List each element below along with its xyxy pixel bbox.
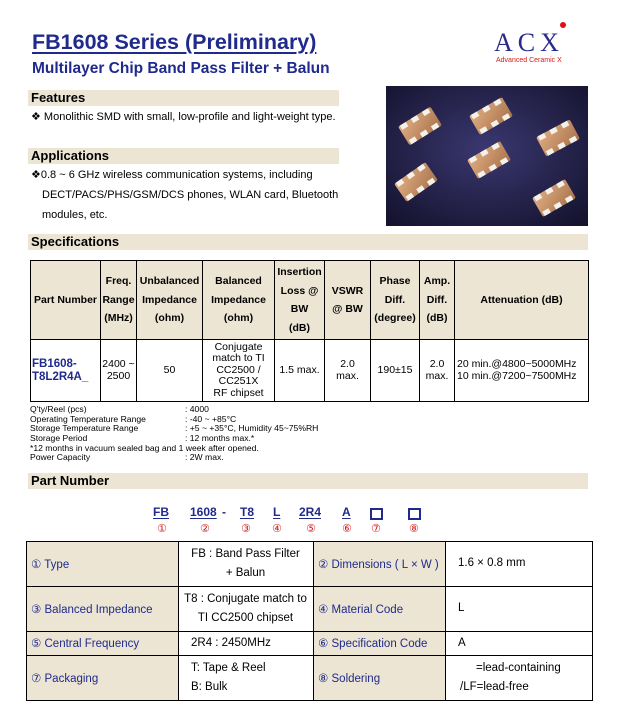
part-row-3 bbox=[27, 631, 593, 655]
chip-photo-illustration bbox=[386, 86, 588, 226]
marker-6: ⑥ bbox=[342, 523, 352, 535]
logo-red-dot bbox=[560, 22, 566, 28]
code-1608: 1608 bbox=[190, 505, 217, 519]
spec-cell-unbalanced-impedance: 50 bbox=[137, 340, 203, 402]
code-l: L bbox=[273, 505, 281, 519]
spec-header-insertion-loss: Insertion Loss @ BW (dB) bbox=[275, 261, 325, 340]
spec-header-attenuation: Attenuation (dB) bbox=[455, 261, 589, 340]
applications-line-2: DECT/PACS/PHS/GSM/DCS phones, WLAN card, Bluetooth bbox=[42, 189, 339, 201]
part-number-section-header bbox=[28, 473, 588, 489]
code-dash: - bbox=[222, 505, 226, 519]
part-number-table bbox=[26, 541, 592, 701]
features-heading: Features bbox=[31, 90, 86, 105]
spec-cell-freq-range: 2400 ~ 2500 bbox=[101, 340, 137, 402]
spec-header-balanced-impedance: Balanced Impedance (ohm) bbox=[203, 261, 275, 340]
spec-header-unbalanced-impedance: Unbalanced Impedance (ohm) bbox=[137, 261, 203, 340]
label-specification-code: ⑥ Specification Code bbox=[314, 631, 446, 655]
value-balanced-impedance: T8 : Conjugate match to TI CC2500 chipset bbox=[179, 586, 314, 631]
value-dimensions: 1.6 × 0.8 mm bbox=[446, 542, 593, 587]
logo-tagline: Advanced Ceramic X bbox=[496, 57, 562, 64]
spec-header-vswr: VSWR @ BW bbox=[325, 261, 371, 340]
value-specification-code: A bbox=[446, 631, 593, 655]
label-central-frequency: ⑤ Central Frequency bbox=[27, 631, 179, 655]
part-row-1 bbox=[27, 542, 593, 587]
marker-4: ④ bbox=[272, 523, 282, 535]
value-soldering: =lead-containing /LF=lead-free bbox=[446, 656, 593, 701]
label-dimensions: ② Dimensions ( L × W ) bbox=[314, 542, 446, 587]
part-number-heading: Part Number bbox=[31, 473, 110, 488]
label-balanced-impedance: ③ Balanced Impedance bbox=[27, 586, 179, 631]
spec-header-row bbox=[31, 261, 589, 340]
page-subtitle: Multilayer Chip Band Pass Filter + Balun bbox=[32, 60, 330, 77]
applications-line-3: modules, etc. bbox=[42, 209, 108, 221]
marker-2: ② bbox=[200, 523, 210, 535]
specifications-table bbox=[30, 260, 588, 402]
page-title: FB1608 Series (Preliminary) bbox=[32, 30, 317, 54]
label-packaging: ⑦ Packaging bbox=[27, 656, 179, 701]
acx-logo bbox=[494, 26, 578, 70]
spec-cell-vswr: 2.0 max. bbox=[325, 340, 371, 402]
value-packaging: T: Tape & Reel B: Bulk bbox=[179, 656, 314, 701]
value-central-frequency: 2R4 : 2450MHz bbox=[179, 631, 314, 655]
marker-7: ⑦ bbox=[371, 523, 381, 535]
marker-8: ⑧ bbox=[409, 523, 419, 535]
marker-5: ⑤ bbox=[306, 523, 316, 535]
code-box-8 bbox=[408, 508, 421, 520]
spec-cell-amp-diff: 2.0 max. bbox=[420, 340, 455, 402]
spec-cell-part-number: FB1608- T8L2R4A_ bbox=[31, 340, 101, 402]
specifications-heading: Specifications bbox=[31, 234, 120, 249]
spec-header-phase-diff: Phase Diff. (degree) bbox=[371, 261, 420, 340]
code-2r4: 2R4 bbox=[299, 505, 322, 519]
applications-line-1: ❖0.8 ~ 6 GHz wireless communication systems, including bbox=[31, 169, 313, 181]
part-row-2 bbox=[27, 586, 593, 631]
specifications-section-header bbox=[28, 234, 588, 250]
spec-cell-insertion-loss: 1.5 max. bbox=[275, 340, 325, 402]
value-material-code: L bbox=[446, 586, 593, 631]
spec-header-freq-range: Freq. Range (MHz) bbox=[101, 261, 137, 340]
applications-heading: Applications bbox=[31, 148, 110, 163]
applications-section-header bbox=[28, 148, 339, 164]
spec-header-amp-diff: Amp. Diff. (dB) bbox=[420, 261, 455, 340]
product-photo bbox=[386, 86, 588, 226]
code-fb: FB bbox=[153, 505, 169, 519]
part-row-4 bbox=[27, 656, 593, 701]
label-material-code: ④ Material Code bbox=[314, 586, 446, 631]
label-soldering: ⑧ Soldering bbox=[314, 656, 446, 701]
label-type: ① Type bbox=[27, 542, 179, 587]
spec-cell-attenuation: 20 min.@4800~5000MHz 10 min.@7200~7500MHz bbox=[455, 340, 589, 402]
features-section-header bbox=[28, 90, 339, 106]
features-bullet: ❖ Monolithic SMD with small, low-profile and light-weight type. bbox=[31, 111, 336, 123]
code-t8: T8 bbox=[240, 505, 255, 519]
code-a: A bbox=[342, 505, 351, 519]
marker-3: ③ bbox=[241, 523, 251, 535]
logo-text: ACX bbox=[494, 28, 564, 57]
marker-1: ① bbox=[157, 523, 167, 535]
value-type: FB : Band Pass Filter + Balun bbox=[179, 542, 314, 587]
code-box-7 bbox=[370, 508, 383, 520]
spec-cell-phase-diff: 190±15 bbox=[371, 340, 420, 402]
spec-cell-balanced-impedance: Conjugate match to TI CC2500 / CC251X RF chipset bbox=[203, 340, 275, 402]
spec-header-part-number: Part Number bbox=[31, 261, 101, 340]
spec-data-row bbox=[31, 340, 589, 402]
